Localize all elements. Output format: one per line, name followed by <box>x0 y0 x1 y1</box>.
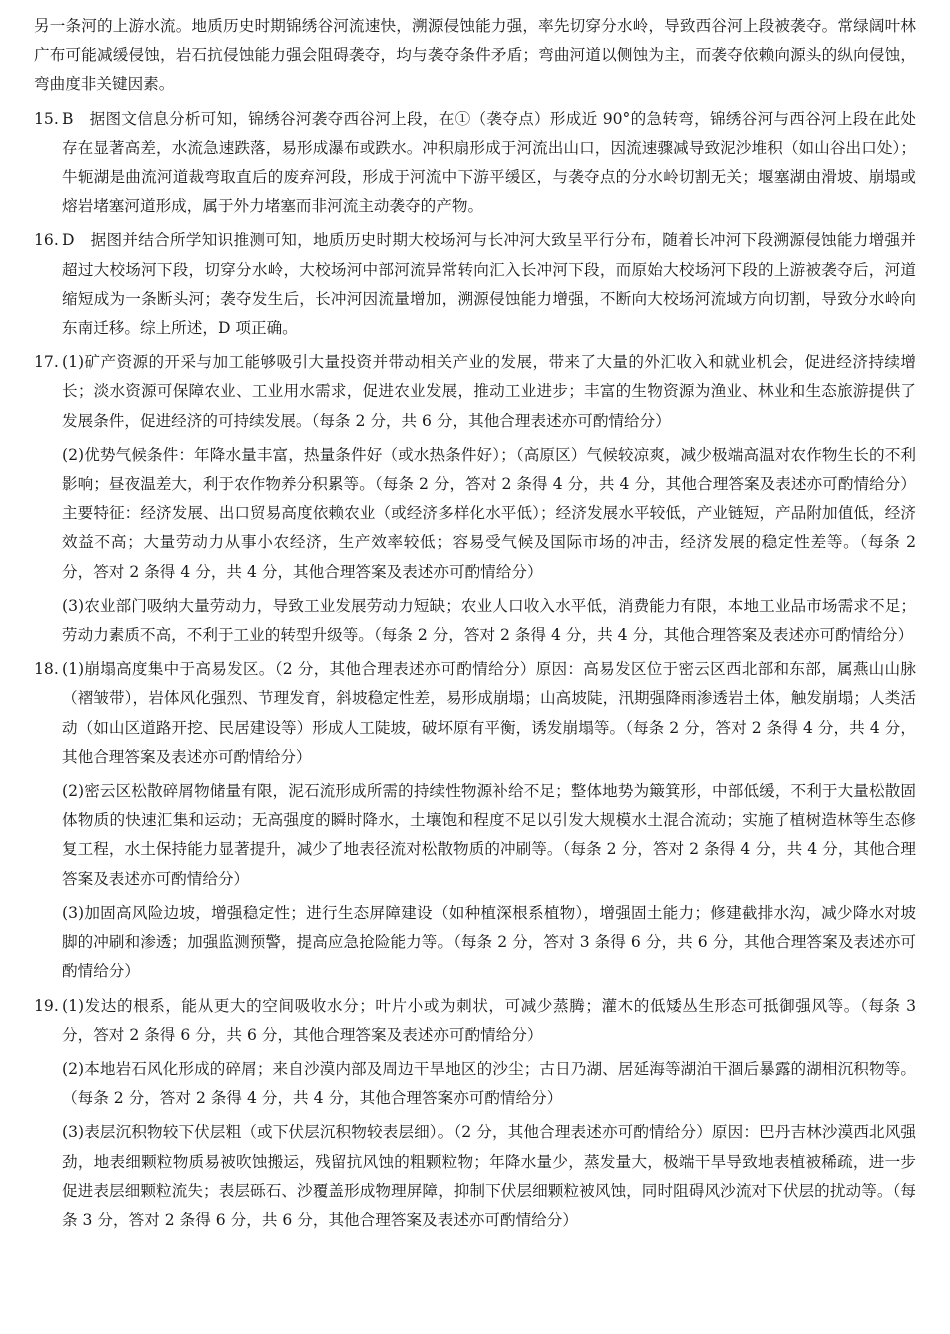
answer-subpart-3: (3)加固高风险边坡，增强稳定性；进行生态屏障建设（如种植深根系植物），增强固土能力；修建截排水沟，减少降水对坡脚的冲刷和渗透；加强监测预警，提高应急抢险能力等。（每条 2 分，答对 3 条得 6 分，共 6 分，其他合理答案及表述亦可酌情给分） <box>62 903 916 981</box>
answer-text: D 据图并结合所学知识推测可知，地质历史时期大校场河与长冲河大致呈平行分布，随着长冲河下段溯源侵蚀能力增强并超过大校场河下段，切穿分水岭，大校场河中部河流异常转向汇入长冲河下段，而原始大校场河下段的上游被袭夺后，河道缩短成为一条断头河；袭夺发生后，长冲河因流量增加，溯源侵蚀能力增强，不断向大校场河流域方向切割，导致分水岭向东南迁移。综上所述，D 项正确。 <box>62 231 916 338</box>
answer-subpart-2: (2)本地岩石风化形成的碎屑；来自沙漠内部及周边干旱地区的沙尘；古日乃湖、居延海等湖泊干涸后暴露的湖相沉积物等。（每条 2 分，答对 2 条得 4 分，共 4 分，其他合理答案亦可酌情给分） <box>62 1059 916 1108</box>
item-number: 18. <box>34 660 59 679</box>
answer-text: B 据图文信息分析可知，锦绣谷河袭夺西谷河上段，在①（袭夺点）形成近 90°的急转弯，锦绣谷河与西谷河上段在此处存在显著高差，水流急速跌落，易形成瀑布或跌水。冲积扇形成于河流出山口，因流速骤减导致泥沙堆积（如山谷出口处）；牛轭湖是曲流河道裁弯取直后的废弃河段，形成于河流中下游平缓区，与袭夺点的分水岭切割无关；堰塞湖由滑坡、崩塌或熔岩堵塞河道形成，属于外力堵塞而非河流主动袭夺的产物。 <box>62 109 916 216</box>
item-number: 19. <box>34 996 59 1015</box>
answer-subpart-2: (2)密云区松散碎屑物储量有限，泥石流形成所需的持续性物源补给不足；整体地势为簸箕形，中部低缓，不利于大量松散固体物质的快速汇集和运动；无高强度的瞬时降水，土壤饱和程度不足以引发大规模水土混合流动；实施了植树造林等生态修复工程，水土保持能力显著提升，减少了地表径流对松散物质的冲刷等。（每条 2 分，答对 2 条得 4 分，共 4 分，其他合理答案及表述亦可酌情给分） <box>62 782 916 888</box>
item-number: 15. <box>34 109 59 128</box>
answer-item-15 <box>34 105 916 222</box>
answer-item-17 <box>34 348 916 650</box>
item-number: 16. <box>34 231 59 250</box>
answer-subpart-3: (3)农业部门吸纳大量劳动力，导致工业发展劳动力短缺；农业人口收入水平低，消费能力有限，本地工业品市场需求不足；劳动力素质不高，不利于工业的转型升级等。（每条 2 分，答对 2 条得 4 分，共 4 分，其他合理答案及表述亦可酌情给分） <box>62 596 916 645</box>
answer-item-19 <box>34 992 916 1236</box>
answer-subpart-1: (1)发达的根系，能从更大的空间吸收水分；叶片小或为刺状，可减少蒸腾；灌木的低矮丛生形态可抵御强风等。（每条 3 分，答对 2 条得 6 分，共 6 分，其他合理答案及表述亦可酌情给分） <box>62 996 916 1044</box>
answer-subpart-3: (3)表层沉积物较下伏层粗（或下伏层沉积物较表层细）。（2 分，其他合理表述亦可酌情给分）原因：巴丹吉林沙漠西北风强劲，地表细颗粒物质易被吹蚀搬运，残留抗风蚀的粗颗粒物；年降水量少，蒸发量大，极端干旱导致地表植被稀疏，进一步促进表层细颗粒流失；表层砾石、沙覆盖形成物理屏障，抑制下伏层细颗粒被风蚀，同时阻碍风沙流对下伏层的扰动等。（每条 3 分，答对 2 条得 6 分，共 6 分，其他合理答案及表述亦可酌情给分） <box>62 1123 916 1229</box>
item-number: 17. <box>34 353 59 372</box>
answer-subpart-1: (1)矿产资源的开采与加工能够吸引大量投资并带动相关产业的发展，带来了大量的外汇收入和就业机会，促进经济持续增长；淡水资源可保障农业、工业用水需求，促进农业发展，推动工业进步；丰富的生物资源为渔业、林业和生态旅游提供了发展条件，促进经济的可持续发展。（每条 2 分，共 6 分，其他合理表述亦可酌情给分） <box>62 353 916 430</box>
answer-subpart-2: (2)优势气候条件：年降水量丰富，热量条件好（或水热条件好）；（高原区）气候较凉爽，减少极端高温对农作物生长的不利影响；昼夜温差大，利于农作物养分积累等。（每条 2 分，答对 2 条得 4 分，共 4 分，其他合理答案及表述亦可酌情给分）主要特征：经济发展、出口贸易高度依赖农业（或经济多样化水平低）；经济发展水平较低，产业链短，产品附加值低，经济效益不高；大量劳动力从事小农经济，生产效率较低；容易受气候及国际市场的冲击，经济发展的稳定性差等。（每条 2 分，答对 2 条得 4 分，共 4 分，其他合理答案及表述亦可酌情给分） <box>62 445 916 581</box>
continuation-paragraph: 另一条河的上游水流。地质历史时期锦绣谷河流速快，溯源侵蚀能力强，率先切穿分水岭，导致西谷河上段被袭夺。常绿阔叶林广布可能减缓侵蚀，岩石抗侵蚀能力强会阻碍袭夺，均与袭夺条件矛盾；弯曲河道以侧蚀为主，而袭夺依赖向源头的纵向侵蚀，弯曲度非关键因素。 <box>34 17 916 94</box>
answer-subpart-1: (1)崩塌高度集中于高易发区。（2 分，其他合理表述亦可酌情给分）原因：高易发区位于密云区西北部和东部，属燕山山脉（褶皱带），岩体风化强烈、节理发育，斜坡稳定性差，易形成崩塌；山高坡陡，汛期强降雨渗透岩土体，触发崩塌；人类活动（如山区道路开挖、民居建设等）形成人工陡坡，破坏原有平衡，诱发崩塌等。（每条 2 分，答对 2 条得 4 分，共 4 分，其他合理答案及表述亦可酌情给分） <box>62 660 916 766</box>
answer-item-16 <box>34 226 916 343</box>
answer-item-18 <box>34 655 916 986</box>
